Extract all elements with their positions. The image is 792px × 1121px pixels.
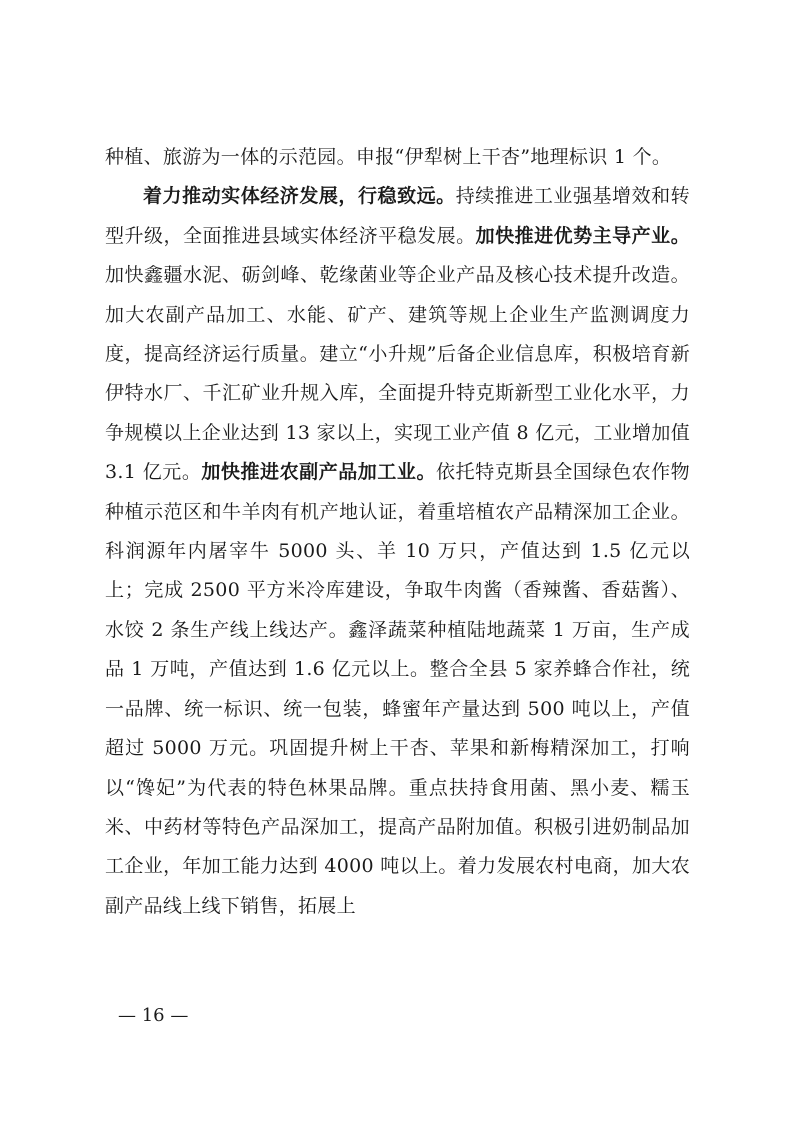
subsection-heading-agri-processing: 加快推进农副产品加工业。 (201, 461, 437, 484)
paragraph-text: 持续推进工业强基增效和转型升级，全面推进县域实体经济平稳发展。 (105, 185, 690, 247)
paragraph-industry (105, 177, 690, 926)
document-body (105, 138, 690, 926)
paragraph-text: 依托特克斯县全国绿色农作物种植示范区和牛羊肉有机产地认证，着重培植农产品精深加工企业。科润源年内屠宰牛 5000 头、羊 10 万只，产值达到 1.5 亿元以上；完成 2500 平方米冷库建设，争取牛肉酱（香辣酱、香菇酱）、水饺 2 条生产线上线达产。鑫泽蔬菜种植陆地蔬菜 1 万亩，生产成品 1 万吨，产值达到 1.6 亿元以上。整合全县 5 家养蜂合作社，统一品牌、统一标识、统一包装，蜂蜜年产量达到 500 吨以上，产值超过 5000 万元。巩固提升树上干杏、苹果和新梅精深加工，打响以“馋妃”为代表的特色林果品牌。重点扶持食用菌、黑小麦、糯玉米、中药材等特色产品深加工，提高产品附加值。积极引进奶制品加工企业，年加工能力达到 4000 吨以上。着力发展农村电商，加大农副产品线上线下销售，拓展上 (105, 461, 690, 917)
subsection-heading-leading-industry: 加快推进优势主导产业。 (475, 224, 690, 247)
paragraph-text: 加快鑫疆水泥、砺剑峰、乾缘菌业等企业产品及核心技术提升改造。加大农副产品加工、水能、矿产、建筑等规上企业生产监测调度力度，提高经济运行质量。建立“小升规”后备企业信息库，积极培育新伊特水厂、千汇矿业升规入库，全面提升特克斯新型工业化水平，力争规模以上企业达到 13 家以上，实现工业产值 8 亿元，工业增加值 3.1 亿元。 (105, 264, 690, 484)
section-heading: 着力推动实体经济发展，行稳致远。 (143, 185, 456, 208)
page-number: — 16 — (118, 1005, 189, 1026)
paragraph-continuation: 种植、旅游为一体的示范园。申报“伊犁树上干杏”地理标识 1 个。 (105, 146, 672, 168)
